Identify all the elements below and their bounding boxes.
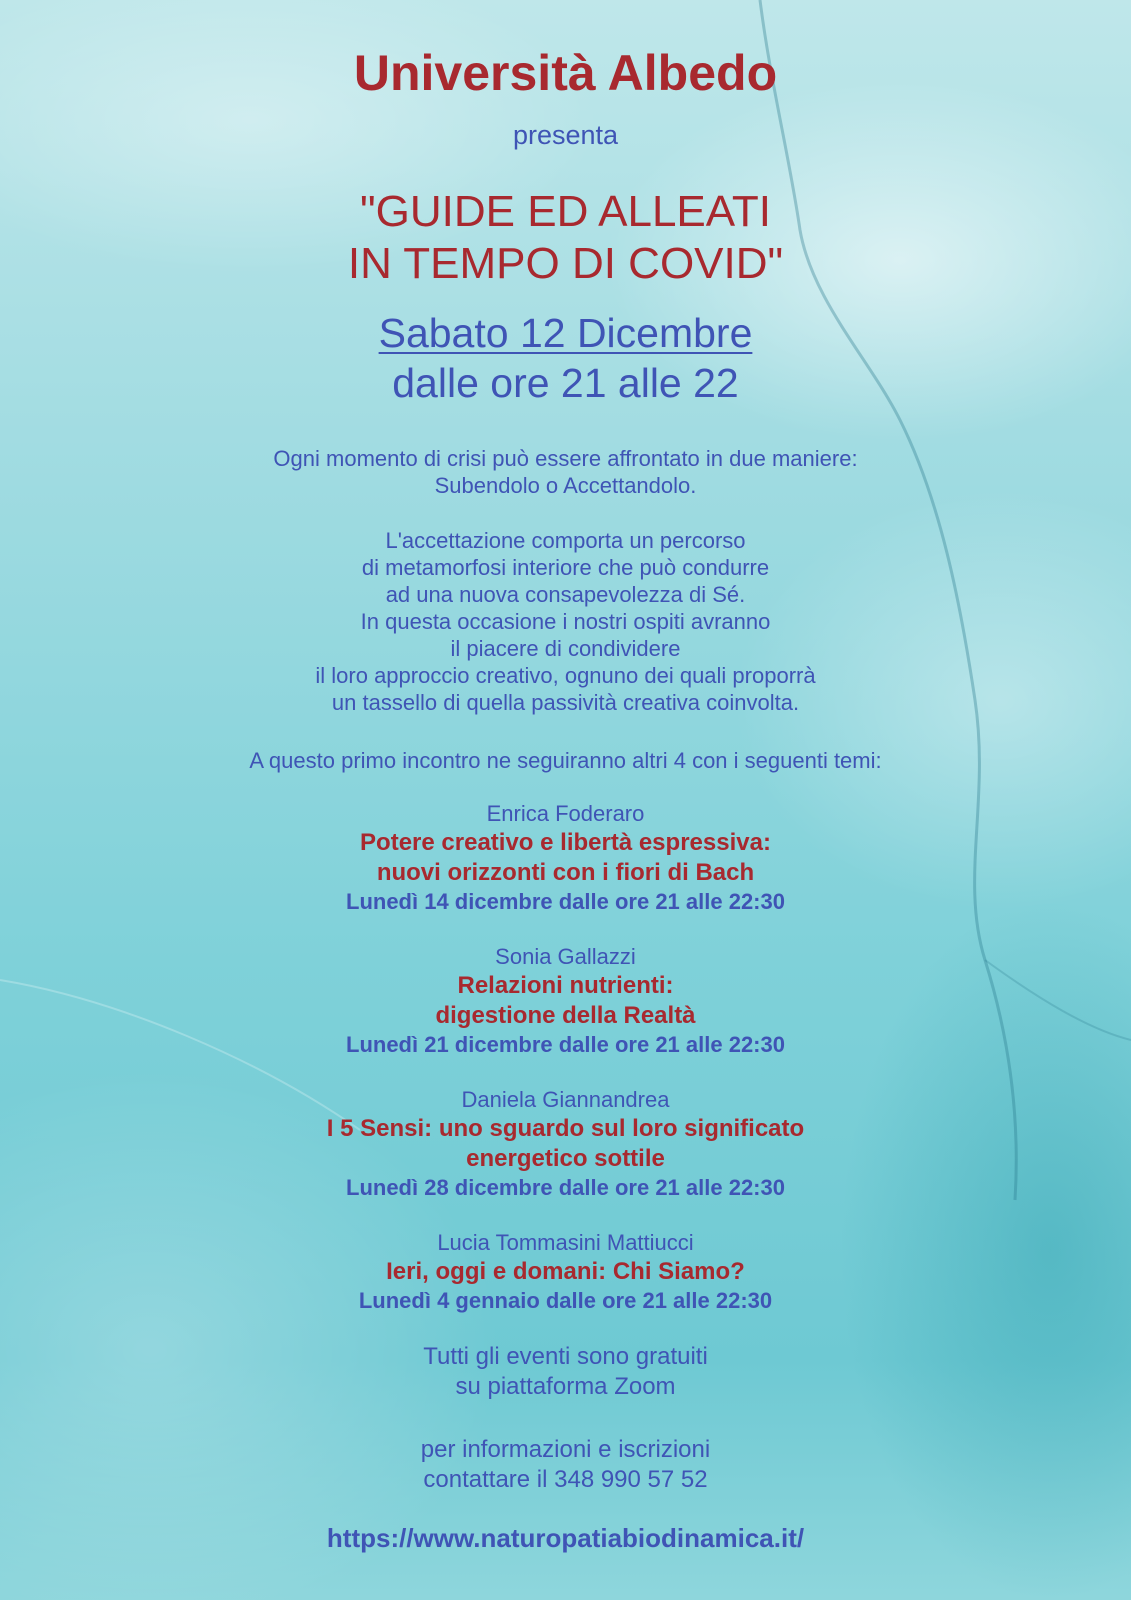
intro-text xyxy=(0,445,1131,499)
session-speaker: Lucia Tommasini Mattiucci xyxy=(437,1230,694,1255)
session-speaker: Sonia Gallazzi xyxy=(495,944,636,969)
session-topic-line-1: Relazioni nutrienti: xyxy=(457,972,674,999)
free-line-1: Tutti gli eventi sono gratuiti xyxy=(423,1343,708,1370)
followup-text: A questo primo incontro ne seguiranno altri 4 con i seguenti temi: xyxy=(249,748,882,773)
free-line-2: su piattaforma Zoom xyxy=(455,1373,676,1400)
session-topic-line-2: energetico sottile xyxy=(466,1145,665,1172)
session-2 xyxy=(0,943,1131,1059)
event-datetime xyxy=(0,308,1131,408)
description-line: di metamorfosi interiore che può condurre xyxy=(361,555,770,580)
university-name: Università Albedo xyxy=(353,45,778,101)
description-line: un tassello di quella passività creativa coinvolta. xyxy=(331,690,800,715)
description-line: L'accettazione comporta un percorso xyxy=(385,528,746,553)
intro-line-2: Subendolo o Accettandolo. xyxy=(434,473,697,498)
presenta-label: presenta xyxy=(512,120,619,150)
event-title xyxy=(0,186,1131,290)
description-text xyxy=(0,527,1131,716)
session-when: Lunedì 4 gennaio dalle ore 21 alle 22:30 xyxy=(358,1288,773,1313)
info-line-2: contattare il 348 990 57 52 xyxy=(423,1466,708,1493)
description-line: il piacere di condividere xyxy=(450,636,681,661)
event-title-line-2: IN TEMPO DI COVID" xyxy=(347,239,784,288)
session-topic-line-1: Ieri, oggi e domani: Chi Siamo? xyxy=(386,1258,745,1285)
session-when: Lunedì 28 dicembre dalle ore 21 alle 22:30 xyxy=(346,1175,785,1200)
session-4 xyxy=(0,1229,1131,1315)
session-when: Lunedì 14 dicembre dalle ore 21 alle 22:30 xyxy=(346,889,785,914)
session-topic-line-1: I 5 Sensi: uno sguardo sul loro significato xyxy=(326,1115,805,1142)
description-line: ad una nuova consapevolezza di Sé. xyxy=(385,582,746,607)
website-link[interactable]: https://www.naturopatiabiodinamica.it/ xyxy=(326,1523,805,1553)
session-1 xyxy=(0,800,1131,916)
description-line: In questa occasione i nostri ospiti avranno xyxy=(360,609,771,634)
info-line-1: per informazioni e iscrizioni xyxy=(420,1436,711,1463)
intro-line-1: Ogni momento di crisi può essere affrontato in due maniere: xyxy=(273,446,858,471)
description-line: il loro approccio creativo, ognuno dei quali proporrà xyxy=(315,663,816,688)
session-when: Lunedì 21 dicembre dalle ore 21 alle 22:30 xyxy=(346,1032,785,1057)
session-3 xyxy=(0,1086,1131,1202)
event-date: Sabato 12 Dicembre xyxy=(378,310,753,356)
event-time: dalle ore 21 alle 22 xyxy=(392,360,739,406)
free-events-note xyxy=(0,1342,1131,1402)
session-speaker: Enrica Foderaro xyxy=(486,801,645,826)
session-topic-line-1: Potere creativo e libertà espressiva: xyxy=(360,829,771,856)
event-title-line-1: "GUIDE ED ALLEATI xyxy=(360,187,771,236)
session-speaker: Daniela Giannandrea xyxy=(461,1087,670,1112)
session-topic-line-2: digestione della Realtà xyxy=(435,1002,696,1029)
contact-info xyxy=(0,1435,1131,1495)
session-topic-line-2: nuovi orizzonti con i fiori di Bach xyxy=(376,859,755,886)
